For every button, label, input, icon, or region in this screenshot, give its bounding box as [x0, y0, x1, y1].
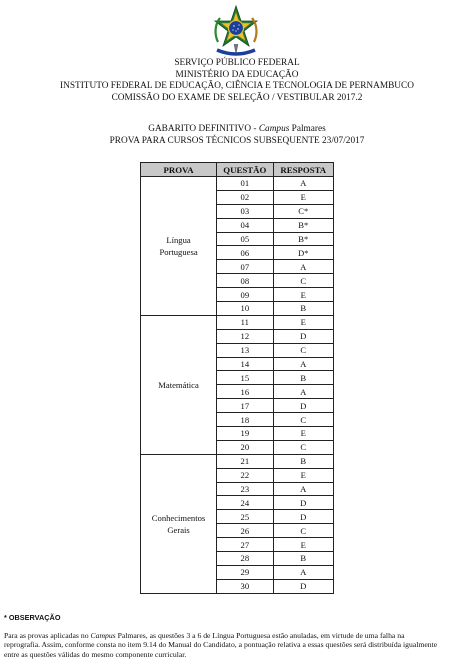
prova-label-line: Gerais [167, 524, 190, 535]
question-number-cell: 03 [217, 204, 273, 218]
answer-cell: B [273, 552, 333, 566]
answer-cell: E [273, 468, 333, 482]
title-campus-name: Palmares [289, 124, 326, 134]
question-number-cell: 26 [217, 524, 273, 538]
question-number-cell: 15 [217, 371, 273, 385]
answer-cell: C [273, 413, 333, 427]
prova-label-line: Matemática [158, 379, 199, 390]
question-number-cell: 11 [217, 315, 273, 329]
question-number-cell: 22 [217, 468, 273, 482]
answer-cell: E [273, 288, 333, 302]
question-number-cell: 24 [217, 496, 273, 510]
answer-cell: D* [273, 246, 333, 260]
answer-cell: D [273, 329, 333, 343]
answer-cell: A [273, 385, 333, 399]
question-number-cell: 21 [217, 454, 273, 468]
header-line-service: SERVIÇO PÚBLICO FEDERAL [174, 58, 300, 68]
title-campus-italic: Campus [258, 124, 290, 134]
observation-line-1 [4, 631, 474, 641]
header-line-institute: INSTITUTO FEDERAL DE EDUCAÇÃO, CIÊNCIA E TECNOLOGIA DE PERNAMBUCO [60, 81, 414, 92]
answer-cell: C [273, 524, 333, 538]
answer-cell: C* [273, 204, 333, 218]
header-line-ministry: MINISTÉRIO DA EDUCAÇÃO [175, 69, 299, 80]
column-header-prova: PROVA [141, 163, 217, 177]
question-number-cell: 30 [217, 579, 273, 593]
answer-cell: A [273, 177, 333, 191]
header-line-commission: COMISSÃO DO EXAME DE SELEÇÃO / VESTIBULAR 2017.2 [111, 92, 363, 103]
observation-text [4, 631, 474, 660]
title-line-gabarito [0, 124, 474, 136]
answer-cell: C [273, 440, 333, 454]
question-number-cell: 06 [217, 246, 273, 260]
answer-cell: A [273, 565, 333, 579]
answer-cell: D [273, 510, 333, 524]
question-number-cell: 18 [217, 413, 273, 427]
column-header-resposta: RESPOSTA [273, 163, 333, 177]
question-number-cell: 25 [217, 510, 273, 524]
prova-cell [141, 177, 217, 316]
question-number-cell: 19 [217, 427, 273, 441]
question-number-cell: 14 [217, 357, 273, 371]
question-number-cell: 27 [217, 538, 273, 552]
answer-cell: B* [273, 232, 333, 246]
question-number-cell: 29 [217, 565, 273, 579]
answer-cell: D [273, 399, 333, 413]
answer-cell: C [273, 274, 333, 288]
answer-cell: B [273, 454, 333, 468]
question-number-cell: 08 [217, 274, 273, 288]
observation-line-3: entre as questões válidas do mesmo componente curricular. [4, 649, 187, 659]
question-number-cell: 28 [217, 552, 273, 566]
prova-label-line: Portuguesa [159, 246, 198, 257]
prova-cell [141, 454, 217, 593]
document-header [0, 58, 474, 104]
question-number-cell: 05 [217, 232, 273, 246]
question-number-cell: 20 [217, 440, 273, 454]
question-number-cell: 09 [217, 288, 273, 302]
observation-section [4, 613, 474, 659]
answer-cell: E [273, 538, 333, 552]
answer-cell: D [273, 496, 333, 510]
question-number-cell: 10 [217, 302, 273, 316]
question-number-cell: 02 [217, 190, 273, 204]
answer-cell: A [273, 482, 333, 496]
question-number-cell: 07 [217, 260, 273, 274]
answer-cell: A [273, 260, 333, 274]
question-number-cell: 16 [217, 385, 273, 399]
prova-label-line: Conhecimentos [151, 512, 206, 523]
observation-title: * OBSERVAÇÃO [4, 613, 61, 622]
brazil-coat-of-arms-icon [211, 4, 261, 60]
answer-cell: C [273, 343, 333, 357]
table-row [141, 454, 334, 468]
question-number-cell: 04 [217, 218, 273, 232]
observation-line-2: reprografia. Assim, conforme consta no item 9.14 do Manual do Candidato, a pontuação relativa a essas questões será distribuída igualmente [4, 640, 438, 650]
table-row [141, 177, 334, 191]
prova-cell [141, 315, 217, 454]
question-number-cell: 01 [217, 177, 273, 191]
prova-label-line: Língua [166, 234, 191, 245]
question-number-cell: 17 [217, 399, 273, 413]
observation-line-1c: Palmares, as questões 3 a 6 de Língua Portuguesa estão anuladas, em virtude de uma falha na [115, 630, 405, 640]
question-number-cell: 12 [217, 329, 273, 343]
answer-cell: D [273, 579, 333, 593]
answer-cell: A [273, 357, 333, 371]
answer-key-body [141, 177, 334, 594]
document-title [0, 124, 474, 147]
column-header-questao: QUESTÃO [217, 163, 273, 177]
answer-cell: B [273, 302, 333, 316]
table-row [141, 315, 334, 329]
table-header-row [141, 163, 334, 177]
question-number-cell: 23 [217, 482, 273, 496]
title-line-prova: PROVA PARA CURSOS TÉCNICOS SUBSEQUENTE 23/07/2017 [109, 135, 365, 146]
answer-key-table [140, 162, 334, 594]
answer-cell: E [273, 427, 333, 441]
title-prefix: GABARITO DEFINITIVO - [148, 124, 259, 134]
answer-cell: B* [273, 218, 333, 232]
answer-cell: E [273, 315, 333, 329]
observation-line-1a: Para as provas aplicadas no [4, 630, 91, 640]
answer-cell: B [273, 371, 333, 385]
observation-campus-italic: Campus [90, 630, 116, 640]
answer-cell: E [273, 190, 333, 204]
question-number-cell: 13 [217, 343, 273, 357]
